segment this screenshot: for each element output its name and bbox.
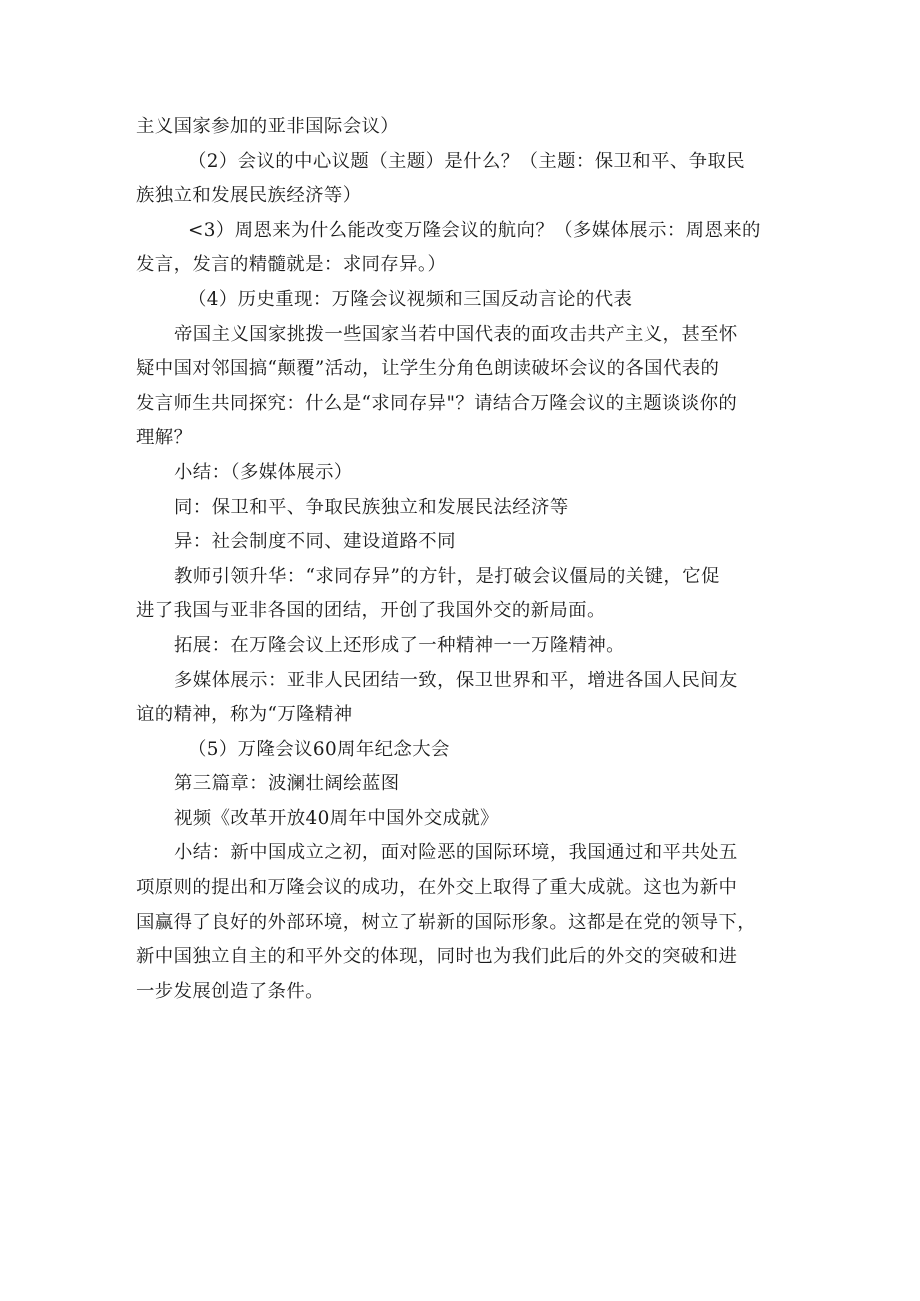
paragraph-line: 一步发展创造了条件。	[136, 980, 324, 1002]
paragraph-line: 多媒体展示：亚非人民团结一致，保卫世界和平，增进各国人民间友	[174, 669, 738, 691]
paragraph-line: 国赢得了良好的外部环境，树立了崭新的国际形象。这都是在党的领导下，	[136, 911, 757, 933]
paragraph-line: 主义国家参加的亚非国际会议）	[136, 116, 400, 137]
paragraph-line: 发言，发言的精髓就是：求同存异。）	[136, 254, 447, 276]
paragraph-line: 项原则的提出和万隆会议的成功，在外交上取得了重大成就。这也为新中	[136, 877, 738, 899]
paragraph-line: <3）周恩来为什么能改变万隆会议的航向？（多媒体展示：周恩来的	[188, 219, 761, 241]
paragraph-line: 理解？	[136, 427, 193, 449]
paragraph-line: （5）万隆会议60周年纪念大会	[188, 738, 450, 760]
paragraph-line: （4）历史重现：万隆会议视频和三国反动言论的代表	[188, 288, 633, 310]
paragraph-line: 疑中国对邻国搞“颠覆”活动，让学生分角色朗读破坏会议的各国代表的	[136, 358, 720, 380]
paragraph-line: 帝国主义国家挑拨一些国家当若中国代表的面攻击共产主义，甚至怀	[174, 323, 738, 345]
paragraph-line: 进了我国与亚非各国的团结，开创了我国外交的新局面。	[136, 600, 606, 622]
paragraph-line: 发言师生共同探究：什么是“求同存异"？请结合万隆会议的主题谈谈你的	[136, 392, 738, 414]
body-text	[136, 110, 792, 1009]
paragraph-line: 视频《改革开放40周年中国外交成就》	[174, 807, 499, 829]
paragraph-line: 族独立和发展民族经济等）	[136, 185, 362, 207]
paragraph-line: （2）会议的中心议题（主题）是什么？（主题：保卫和平、争取民	[188, 150, 746, 172]
paragraph-line: 拓展：在万隆会议上还形成了一种精神一一万隆精神。	[174, 634, 625, 656]
paragraph-line: 教师引领升华：“求同存异”的方针，是打破会议僵局的关键，它促	[174, 565, 720, 587]
paragraph-line: 第三篇章：波澜壮阔绘蓝图	[174, 773, 400, 795]
paragraph-line: 异：社会制度不同、建设道路不同	[174, 531, 456, 553]
paragraph-line: 小结：新中国成立之初，面对险恶的国际环境，我国通过和平共处五	[174, 842, 738, 864]
paragraph-line: 同：保卫和平、争取民族独立和发展民法经济等	[174, 496, 569, 518]
paragraph-line: 新中国独立自主的和平外交的体现，同时也为我们此后的外交的突破和进	[136, 946, 738, 968]
paragraph-line: 谊的精神，称为“万隆精神	[136, 704, 353, 726]
paragraph-line: 小结：（多媒体展示）	[174, 461, 353, 483]
